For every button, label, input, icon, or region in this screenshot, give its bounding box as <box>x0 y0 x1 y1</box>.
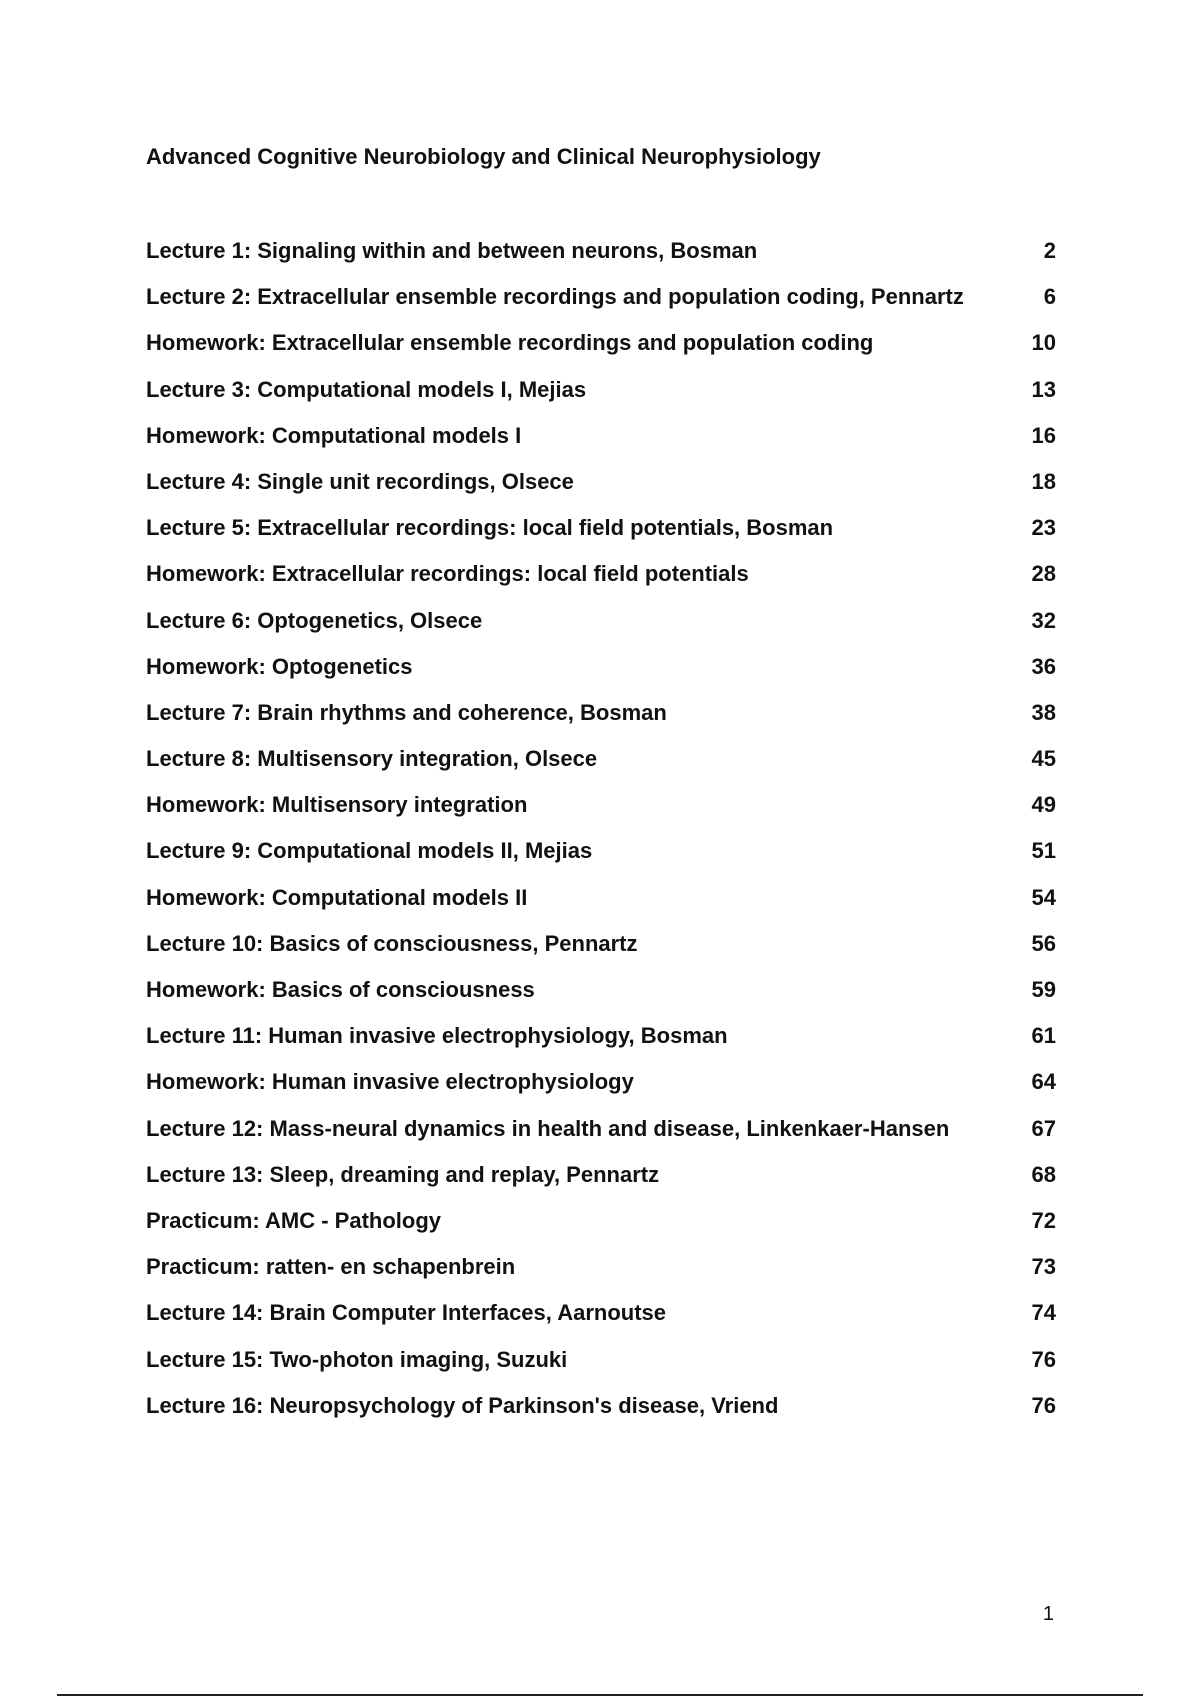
toc-entry-title: Lecture 12: Mass-neural dynamics in health and disease, Linkenkaer-Hansen <box>146 1115 950 1141</box>
toc-entry[interactable] <box>146 469 1056 515</box>
toc-entry-title: Lecture 13: Sleep, dreaming and replay, Pennartz <box>146 1161 660 1187</box>
toc-entry-page-number: 76 <box>1031 1392 1056 1418</box>
toc-entry-page-number: 45 <box>1031 746 1056 772</box>
toc-entry[interactable] <box>146 1347 1056 1393</box>
toc-entry-title: Lecture 3: Computational models I, Mejias <box>146 376 587 402</box>
toc-entry-page-number: 76 <box>1031 1346 1056 1372</box>
toc-entry-page-number: 38 <box>1031 699 1056 725</box>
toc-entry[interactable] <box>146 1208 1056 1254</box>
toc-entry-title: Lecture 1: Signaling within and between neurons, Bosman <box>146 238 758 263</box>
toc-entry-page-number: 18 <box>1031 468 1056 494</box>
toc-entry-page-number: 10 <box>1031 330 1056 356</box>
toc-entry-page-number: 64 <box>1031 1069 1056 1095</box>
toc-entry-title: Homework: Extracellular recordings: local field potentials <box>146 561 749 587</box>
page-number: 1 <box>1042 1603 1054 1625</box>
page-bottom-divider <box>57 1694 1143 1696</box>
toc-entry[interactable] <box>146 654 1056 700</box>
toc-entry[interactable] <box>146 746 1056 792</box>
toc-entry[interactable] <box>146 561 1056 607</box>
toc-entry[interactable] <box>146 423 1056 469</box>
toc-entry-page-number: 36 <box>1031 653 1056 679</box>
toc-entry-page-number: 49 <box>1031 792 1056 818</box>
toc-entry-page-number: 67 <box>1031 1115 1056 1141</box>
toc-entry[interactable] <box>146 1393 1056 1439</box>
toc-entry-title: Homework: Computational models I <box>146 422 522 448</box>
table-of-contents <box>146 238 1056 1439</box>
toc-entry-title: Homework: Extracellular ensemble recordings and population coding <box>146 330 874 356</box>
toc-entry-title: Lecture 14: Brain Computer Interfaces, Aarnoutse <box>146 1300 666 1326</box>
toc-entry-title: Homework: Computational models II <box>146 884 528 910</box>
toc-entry[interactable] <box>146 238 1056 284</box>
toc-entry[interactable] <box>146 885 1056 931</box>
toc-entry-title: Lecture 6: Optogenetics, Olsece <box>146 607 483 633</box>
toc-entry-title: Practicum: ratten- en schapenbrein <box>146 1254 516 1280</box>
toc-entry-page-number: 16 <box>1031 422 1056 448</box>
toc-entry[interactable] <box>146 515 1056 561</box>
toc-entry-page-number: 59 <box>1031 977 1056 1002</box>
toc-entry-title: Homework: Multisensory integration <box>146 792 528 818</box>
toc-entry[interactable] <box>146 377 1056 423</box>
toc-entry-title: Lecture 7: Brain rhythms and coherence, Bosman <box>146 699 667 725</box>
toc-entry-page-number: 72 <box>1031 1207 1056 1233</box>
toc-entry-page-number: 23 <box>1031 515 1056 541</box>
toc-entry-page-number: 73 <box>1031 1254 1056 1280</box>
toc-entry[interactable] <box>146 931 1056 977</box>
toc-entry-page-number: 28 <box>1031 561 1056 587</box>
toc-entry-page-number: 32 <box>1031 607 1056 633</box>
toc-entry-page-number: 6 <box>1043 284 1056 310</box>
toc-entry[interactable] <box>146 330 1056 376</box>
toc-entry[interactable] <box>146 1254 1056 1300</box>
toc-entry[interactable] <box>146 977 1056 1023</box>
toc-entry-title: Lecture 5: Extracellular recordings: local field potentials, Bosman <box>146 515 834 541</box>
toc-entry-title: Homework: Human invasive electrophysiology <box>146 1069 634 1095</box>
toc-entry-title: Lecture 11: Human invasive electrophysiology, Bosman <box>146 1023 728 1049</box>
toc-entry[interactable] <box>146 838 1056 884</box>
toc-entry[interactable] <box>146 284 1056 330</box>
toc-entry[interactable] <box>146 1162 1056 1208</box>
toc-entry-page-number: 56 <box>1031 930 1056 956</box>
toc-entry-title: Lecture 2: Extracellular ensemble recordings and population coding, Pennartz <box>146 284 964 310</box>
toc-entry-page-number: 68 <box>1031 1161 1056 1187</box>
toc-entry-page-number: 2 <box>1043 238 1056 263</box>
toc-entry-page-number: 61 <box>1031 1023 1056 1049</box>
toc-entry[interactable] <box>146 792 1056 838</box>
toc-entry-page-number: 13 <box>1031 376 1056 402</box>
toc-entry-title: Homework: Optogenetics <box>146 653 413 679</box>
toc-entry[interactable] <box>146 1300 1056 1346</box>
toc-entry[interactable] <box>146 1116 1056 1162</box>
toc-entry-page-number: 51 <box>1031 838 1056 864</box>
toc-entry-title: Homework: Basics of consciousness <box>146 977 535 1002</box>
toc-entry-title: Lecture 15: Two-photon imaging, Suzuki <box>146 1346 568 1372</box>
toc-entry-title: Lecture 10: Basics of consciousness, Pennartz <box>146 930 638 956</box>
toc-entry[interactable] <box>146 1023 1056 1069</box>
document-title: Advanced Cognitive Neurobiology and Clinical Neurophysiology <box>146 144 821 169</box>
toc-entry-page-number: 74 <box>1031 1300 1056 1326</box>
toc-entry-title: Lecture 9: Computational models II, Mejias <box>146 838 593 864</box>
toc-entry-title: Lecture 4: Single unit recordings, Olsece <box>146 468 574 494</box>
toc-entry-page-number: 54 <box>1031 884 1056 910</box>
toc-entry-title: Lecture 8: Multisensory integration, Olsece <box>146 746 598 772</box>
toc-entry-title: Practicum: AMC - Pathology <box>146 1207 441 1233</box>
toc-entry[interactable] <box>146 1069 1056 1115</box>
toc-entry[interactable] <box>146 700 1056 746</box>
toc-entry[interactable] <box>146 608 1056 654</box>
toc-entry-title: Lecture 16: Neuropsychology of Parkinson's disease, Vriend <box>146 1392 779 1418</box>
